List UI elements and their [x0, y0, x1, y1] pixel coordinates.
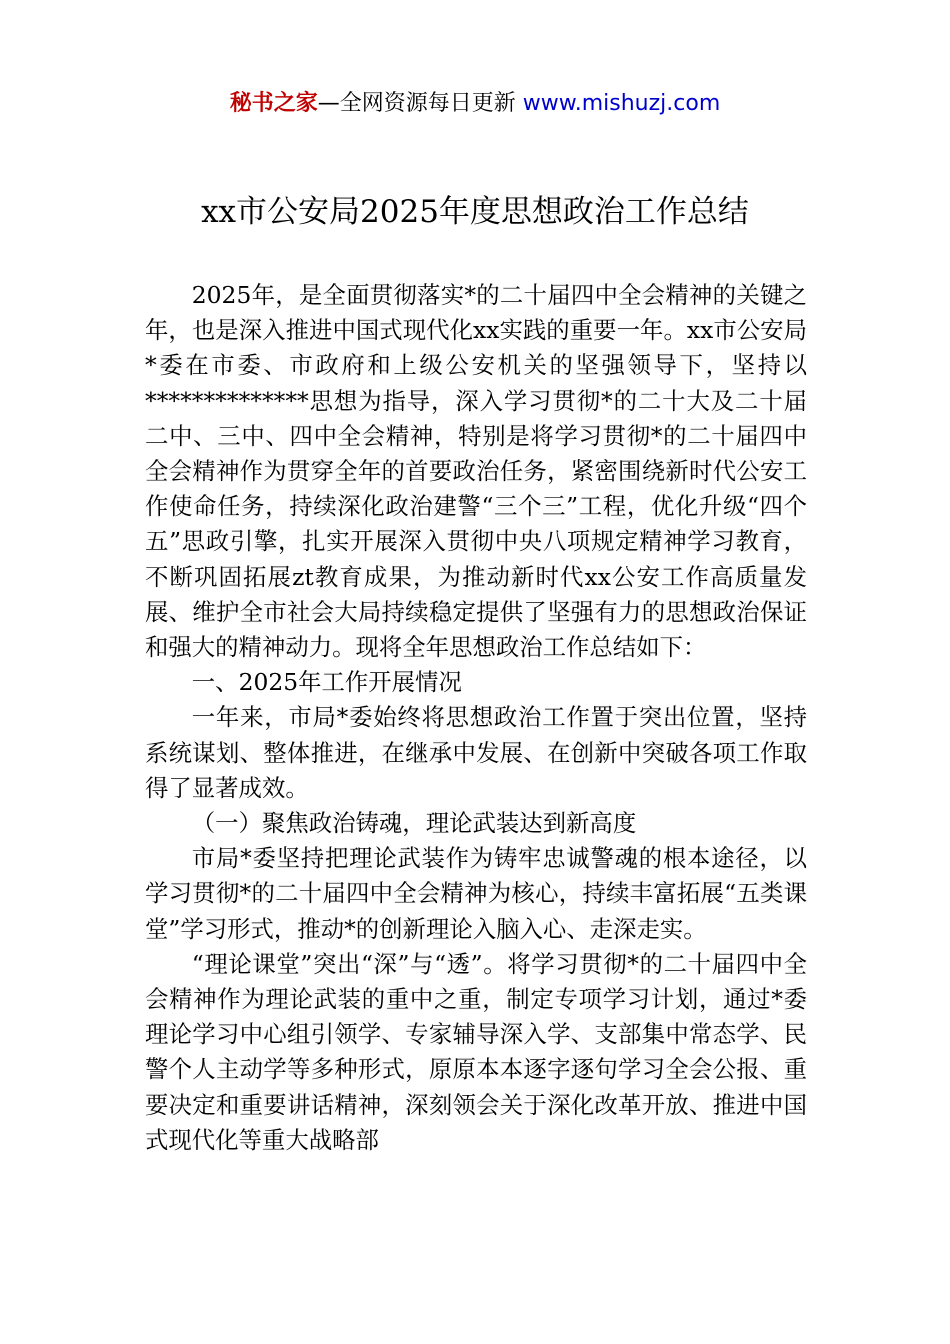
site-slogan: —全网资源每日更新	[317, 91, 516, 116]
subsection-heading: （一）聚焦政治铸魂，理论武装达到新高度	[191, 809, 637, 838]
intro-paragraph: 2025年，是全面贯彻落实*的二十届四中全会精神的关键之年，也是深入推进中国式现代化xx实践的重要一年。xx市公安局*委在市委、市政府和上级公安机关的坚强领导下，坚持以**************思想为指导，深入学习贯彻*的二十大及二十届二中、三中、四中全会精神，特别是将学习贯彻*的二十届四中全会精神作为贯穿全年的首要政治任务，紧密围绕新时代公安工作使命任务，持续深化政治建警“三个三”工程，优化升级“四个五”思政引擎，扎实开展深入贯彻中央八项规定精神学习教育，不断巩固拓展zt教育成果，为推动新时代xx公安工作高质量发展、维护全市社会大局持续稳定提供了坚强有力的思想政治保证和强大的精神动力。现将全年思想政治工作总结如下：	[145, 281, 807, 662]
body-paragraph: 一年来，市局*委始终将思想政治工作置于突出位置，坚持系统谋划、整体推进，在继承中发展、在创新中突破各项工作取得了显著成效。	[145, 703, 807, 802]
body-paragraph: 市局*委坚持把理论武装作为铸牢忠诚警魂的根本途径，以学习贯彻*的二十届四中全会精神为核心，持续丰富拓展“五类课堂”学习形式，推动*的创新理论入脑入心、走深走实。	[145, 844, 807, 943]
site-url-link[interactable]: www.mishuzj.com	[522, 91, 721, 116]
body-paragraph: “理论课堂”突出“深”与“透”。将学习贯彻*的二十届四中全会精神作为理论武装的重中之重，制定专项学习计划，通过*委理论学习中心组引领学、专家辅导深入学、支部集中常态学、民警个人主动学等多种形式，原原本本逐字逐句学习全会公报、重要决定和重要讲话精神，深刻领会关于深化改革开放、推进中国式现代化等重大战略部	[145, 949, 807, 1154]
document-body	[145, 278, 807, 1158]
site-brand: 秘书之家	[229, 91, 318, 116]
document-title: xx市公安局2025年度思想政治工作总结	[201, 194, 749, 230]
section-heading: 一、2025年工作开展情况	[191, 668, 462, 697]
site-header	[0, 86, 950, 122]
